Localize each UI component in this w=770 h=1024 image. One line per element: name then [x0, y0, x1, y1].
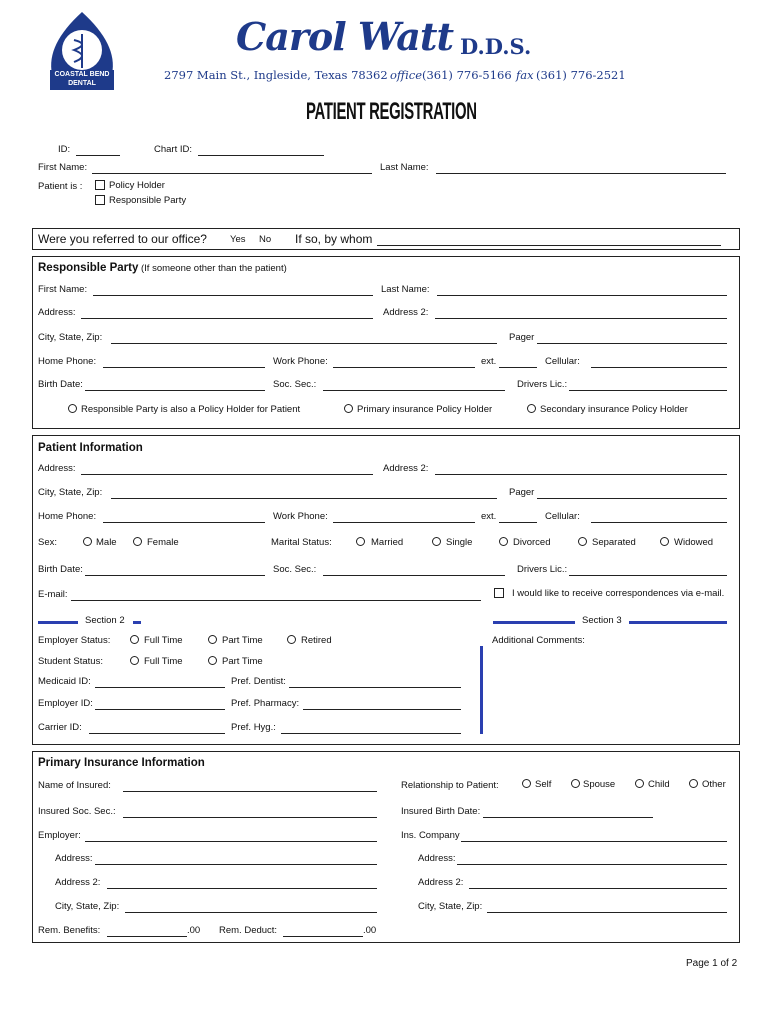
employer-retired-radio[interactable] [287, 635, 296, 644]
pt-divorced-label: Divorced [513, 537, 551, 548]
pt-male-label: Male [96, 537, 117, 548]
rp-option3-label: Secondary insurance Policy Holder [540, 404, 688, 415]
ins-company-label: Ins. Company [401, 830, 460, 841]
ins-company-field[interactable] [461, 841, 727, 842]
employer-part-time-label: Part Time [222, 635, 263, 646]
pt-work-phone-label: Work Phone: [273, 511, 328, 522]
medicaid-id-field[interactable] [95, 687, 225, 688]
ins-employer-label: Employer: [38, 830, 81, 841]
page-number: Page 1 of 2 [686, 958, 738, 969]
section2-label: Section 2 [85, 615, 125, 626]
pt-single-radio[interactable] [432, 537, 441, 546]
rp-city-label: City, State, Zip: [38, 332, 103, 343]
rem-benefits-field[interactable] [107, 936, 187, 937]
logo-text-line1: COASTAL BEND [54, 71, 110, 78]
pt-ext-label: ext. [481, 511, 497, 522]
pt-address2-label: Address 2: [383, 463, 429, 474]
pref-hyg-field[interactable] [281, 733, 461, 734]
pt-cellular-field[interactable] [591, 522, 727, 523]
ins-emp-address2-field[interactable] [107, 888, 377, 889]
pt-email-option-label: I would like to receive correspondences via e-mail. [512, 588, 725, 599]
chart-id-field[interactable] [198, 155, 324, 156]
pt-city-field[interactable] [111, 498, 497, 499]
rp-ext-field[interactable] [499, 367, 537, 368]
logo-text-line2: DENTAL [68, 80, 96, 87]
fax-label: fax [516, 68, 534, 82]
rp-address-label: Address: [38, 307, 76, 318]
first-name-field[interactable] [92, 173, 372, 174]
clinic-logo [44, 10, 120, 92]
first-name-label: First Name: [38, 162, 88, 173]
pt-home-phone-label: Home Phone: [38, 511, 97, 522]
rem-benefits-label: Rem. Benefits: [38, 925, 101, 936]
student-part-time-radio[interactable] [208, 656, 217, 665]
ins-ssn-field[interactable] [123, 817, 377, 818]
additional-comments-label: Additional Comments: [492, 635, 585, 646]
ins-birth-field[interactable] [483, 817, 653, 818]
rp-soc-sec-field[interactable] [323, 390, 505, 391]
form-title: PATIENT REGISTRATION [306, 98, 477, 125]
fax-phone: (361) 776-2521 [536, 68, 626, 82]
rp-soc-sec-label: Soc. Sec.: [273, 379, 317, 390]
pt-ext-field[interactable] [499, 522, 537, 523]
ins-spouse-label: Spouse [583, 779, 616, 790]
ins-self-radio[interactable] [522, 779, 531, 788]
ins-name-label: Name of Insured: [38, 780, 111, 791]
responsible-party-checkbox[interactable] [95, 195, 105, 205]
rp-birth-date-label: Birth Date: [38, 379, 83, 390]
rp-cellular-label: Cellular: [545, 356, 580, 367]
policy-holder-option[interactable] [95, 180, 165, 191]
rem-deduct-field[interactable] [283, 936, 363, 937]
responsible-party-option[interactable] [95, 195, 186, 206]
section2-bar-right [133, 621, 141, 624]
medicaid-id-label: Medicaid ID: [38, 676, 91, 687]
pt-soc-sec-field[interactable] [323, 575, 505, 576]
referral-no[interactable]: No [259, 234, 272, 245]
rp-first-name-label: First Name: [38, 284, 88, 295]
rp-ext-label: ext. [481, 356, 497, 367]
pt-soc-sec-label: Soc. Sec.: [273, 564, 317, 575]
chart-id-label: Chart ID: [154, 144, 193, 155]
rp-birth-date-field[interactable] [85, 390, 265, 391]
pt-single-label: Single [446, 537, 473, 548]
pt-work-phone-field[interactable] [333, 522, 475, 523]
rp-address-field[interactable] [81, 318, 373, 319]
pt-pager-label: Pager [509, 487, 535, 498]
rp-address2-label: Address 2: [383, 307, 429, 318]
employer-id-field[interactable] [95, 709, 225, 710]
employer-part-time-radio[interactable] [208, 635, 217, 644]
referral-box [32, 228, 740, 250]
pref-hyg-label: Pref. Hyg.: [231, 722, 276, 733]
rp-city-field[interactable] [111, 343, 497, 344]
office-address: 2797 Main St., Ingleside, Texas 78362 [164, 68, 388, 82]
section2-bar-left [38, 621, 78, 624]
rp-drivers-lic-label: Drivers Lic.: [517, 379, 568, 390]
rp-address2-field[interactable] [435, 318, 727, 319]
employer-full-time-radio[interactable] [130, 635, 139, 644]
policy-holder-label: Policy Holder [109, 180, 165, 191]
pt-city-label: City, State, Zip: [38, 487, 103, 498]
office-phone: (361) 776-5166 [422, 68, 512, 82]
ins-co-address2-label: Address 2: [418, 877, 464, 888]
pt-married-radio[interactable] [356, 537, 365, 546]
doctor-suffix: D.D.S. [460, 34, 532, 59]
pt-address2-field[interactable] [435, 474, 727, 475]
ins-child-label: Child [648, 779, 670, 790]
employer-id-label: Employer ID: [38, 698, 93, 709]
referral-by-whom: If so, by whom [295, 232, 373, 246]
responsible-title: Responsible Party (If someone other than the patient) [38, 262, 287, 274]
rem-deduct-label: Rem. Deduct: [219, 925, 278, 936]
pt-pager-field[interactable] [537, 498, 727, 499]
referral-by-whom-field[interactable] [377, 245, 721, 246]
ins-co-address2-field[interactable] [469, 888, 727, 889]
pt-divorced-radio[interactable] [499, 537, 508, 546]
ins-emp-address-label: Address: [55, 853, 93, 864]
pt-male-radio[interactable] [83, 537, 92, 546]
student-full-time-radio[interactable] [130, 656, 139, 665]
primary-insurance-section [32, 751, 740, 943]
pt-cellular-label: Cellular: [545, 511, 580, 522]
ins-name-field[interactable] [123, 791, 377, 792]
ins-co-city-field[interactable] [487, 912, 727, 913]
rp-work-phone-field[interactable] [333, 367, 475, 368]
rp-home-phone-field[interactable] [103, 367, 265, 368]
pt-home-phone-field[interactable] [103, 522, 265, 523]
section3-label: Section 3 [582, 615, 622, 626]
student-part-time-label: Part Time [222, 656, 263, 667]
pt-marital-label: Marital Status: [271, 537, 332, 548]
doctor-name: Carol Watt [236, 14, 453, 59]
employer-status-label: Employer Status: [38, 635, 111, 646]
office-label: office [390, 68, 422, 82]
rp-first-name-field[interactable] [93, 295, 373, 296]
id-field[interactable] [76, 155, 120, 156]
ins-emp-address-field[interactable] [95, 864, 377, 865]
rp-drivers-lic-field[interactable] [569, 390, 727, 391]
ins-co-address-field[interactable] [457, 864, 727, 865]
rp-cellular-field[interactable] [591, 367, 727, 368]
pt-drivers-lic-label: Drivers Lic.: [517, 564, 568, 575]
rp-pager-label: Pager [509, 332, 535, 343]
carrier-id-label: Carrier ID: [38, 722, 82, 733]
ins-emp-address2-label: Address 2: [55, 877, 101, 888]
pt-separated-radio[interactable] [578, 537, 587, 546]
ins-relationship-label: Relationship to Patient: [401, 780, 499, 791]
rp-last-name-label: Last Name: [381, 284, 430, 295]
responsible-party-label: Responsible Party [109, 195, 187, 206]
pt-widowed-label: Widowed [674, 537, 714, 548]
pt-married-label: Married [371, 537, 404, 548]
responsible-party-section [32, 256, 740, 429]
student-status-label: Student Status: [38, 656, 103, 667]
student-full-time-label: Full Time [144, 656, 183, 667]
employer-full-time-label: Full Time [144, 635, 183, 646]
ins-self-label: Self [535, 779, 552, 790]
rp-pager-field[interactable] [537, 343, 727, 344]
rp-option1-label: Responsible Party is also a Policy Holder for Patient [81, 404, 301, 415]
ins-emp-city-label: City, State, Zip: [55, 901, 120, 912]
rp-option3-radio[interactable] [527, 404, 536, 413]
patient-info-title: Patient Information [38, 442, 143, 454]
last-name-field[interactable] [436, 173, 726, 174]
last-name-label: Last Name: [380, 162, 429, 173]
pt-sex-label: Sex: [38, 537, 58, 548]
pref-dentist-label: Pref. Dentist: [231, 676, 286, 687]
ins-other-radio[interactable] [689, 779, 698, 788]
rp-last-name-field[interactable] [437, 295, 727, 296]
pt-email-checkbox[interactable] [494, 588, 504, 598]
pref-pharmacy-label: Pref. Pharmacy: [231, 698, 300, 709]
pt-address-field[interactable] [81, 474, 373, 475]
section3-bar-left [493, 621, 575, 624]
insurance-title: Primary Insurance Information [38, 757, 205, 769]
rp-option2-label: Primary insurance Policy Holder [357, 404, 493, 415]
pt-email-option[interactable] [494, 588, 724, 599]
pt-email-field[interactable] [71, 600, 481, 601]
pt-drivers-lic-field[interactable] [569, 575, 727, 576]
pt-widowed-radio[interactable] [660, 537, 669, 546]
ins-ssn-label: Insured Soc. Sec.: [38, 806, 116, 817]
policy-holder-checkbox[interactable] [95, 180, 105, 190]
rem-deduct-cents: .00 [363, 925, 377, 936]
employer-retired-label: Retired [301, 635, 332, 646]
carrier-id-field[interactable] [89, 733, 225, 734]
pt-address-label: Address: [38, 463, 76, 474]
pt-birth-date-field[interactable] [85, 575, 265, 576]
pt-birth-date-label: Birth Date: [38, 564, 83, 575]
rp-work-phone-label: Work Phone: [273, 356, 328, 367]
id-label: ID: [58, 144, 71, 155]
ins-birth-label: Insured Birth Date: [401, 806, 481, 817]
rem-benefits-cents: .00 [187, 925, 201, 936]
comments-divider [480, 646, 483, 734]
ins-co-city-label: City, State, Zip: [418, 901, 483, 912]
pt-email-label: E-mail: [38, 589, 68, 600]
ins-co-address-label: Address: [418, 853, 456, 864]
pref-pharmacy-field[interactable] [303, 709, 461, 710]
patient-information-section [32, 435, 740, 745]
ins-other-label: Other [702, 779, 726, 790]
pt-female-radio[interactable] [133, 537, 142, 546]
section3-bar-right [629, 621, 727, 624]
pt-separated-label: Separated [592, 537, 636, 548]
pref-dentist-field[interactable] [289, 687, 461, 688]
pt-female-label: Female [147, 537, 179, 548]
ins-emp-city-field[interactable] [125, 912, 377, 913]
ins-spouse-radio[interactable] [571, 779, 580, 788]
referral-yes[interactable]: Yes [230, 234, 246, 245]
rp-option2-radio[interactable] [344, 404, 353, 413]
referral-question: Were you referred to our office? [38, 232, 207, 246]
ins-employer-field[interactable] [85, 841, 377, 842]
patient-is-label: Patient is : [38, 181, 83, 192]
ins-child-radio[interactable] [635, 779, 644, 788]
rp-home-phone-label: Home Phone: [38, 356, 97, 367]
rp-option1-radio[interactable] [68, 404, 77, 413]
